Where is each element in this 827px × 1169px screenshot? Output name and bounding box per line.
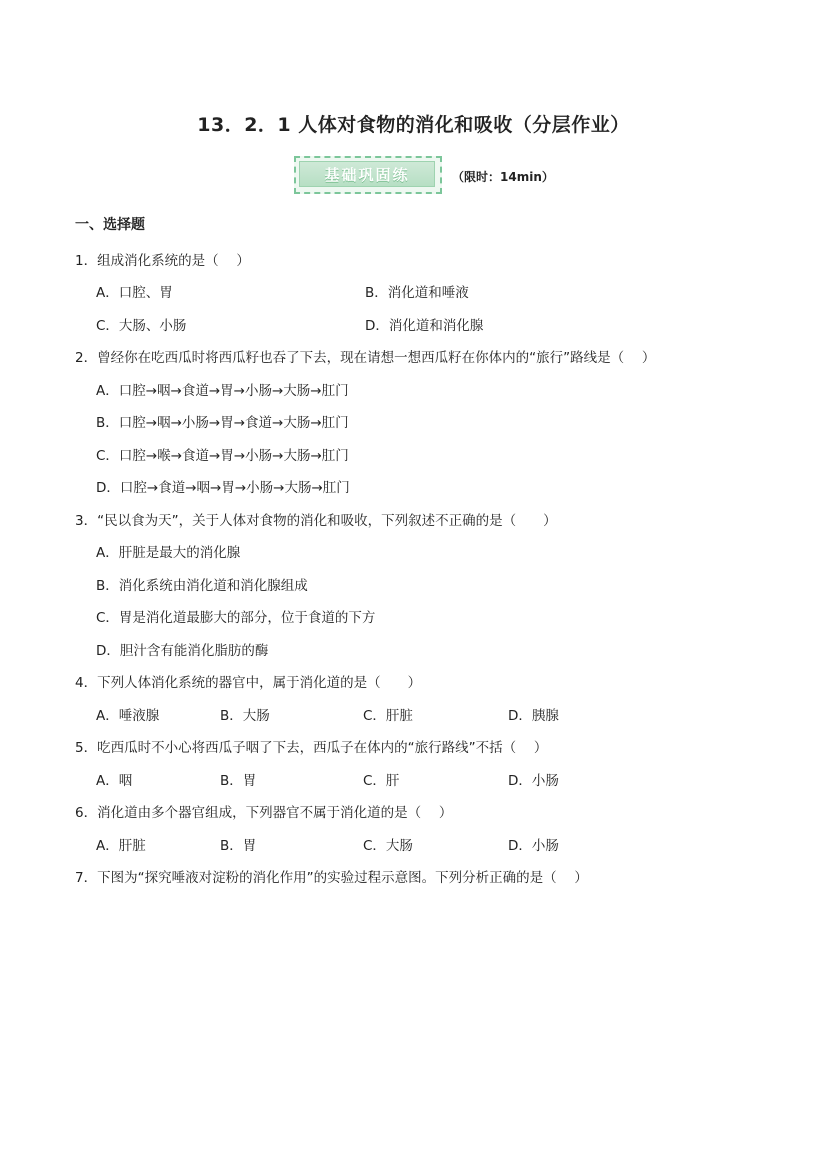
option-3d: D．胆汁含有能消化脂肪的酶 [96, 643, 269, 659]
option-5b: B．胃 [220, 773, 257, 789]
badge-label: 基础巩固练 [299, 161, 435, 187]
question-3: 3．“民以食为天”，关于人体对食物的消化和吸收，下列叙述不正确的是（ ） [75, 513, 557, 529]
option-4b: B．大肠 [220, 708, 270, 724]
question-4: 4．下列人体消化系统的器官中，属于消化道的是（ ） [75, 675, 422, 691]
option-1d: D．消化道和消化腺 [365, 318, 484, 334]
option-1c: C．大肠、小肠 [96, 318, 187, 334]
question-1: 1．组成消化系统的是（ ） [75, 253, 250, 269]
option-5a: A．咽 [96, 773, 133, 789]
question-2: 2．曾经你在吃西瓜时将西瓜籽也吞了下去，现在请想一想西瓜籽在你体内的“旅行”路线是（ ） [75, 350, 656, 366]
option-4a: A．唾液腺 [96, 708, 160, 724]
option-2a: A．口腔→咽→食道→胃→小肠→大肠→肛门 [96, 383, 349, 399]
option-4d: D．胰腺 [508, 708, 559, 724]
option-5d: D．小肠 [508, 773, 559, 789]
option-6a: A．肝脏 [96, 838, 146, 854]
option-1b: B．消化道和唾液 [365, 285, 469, 301]
option-6b: B．胃 [220, 838, 257, 854]
option-2d: D．口腔→食道→咽→胃→小肠→大肠→肛门 [96, 480, 350, 496]
option-6d: D．小肠 [508, 838, 559, 854]
option-6c: C．大肠 [363, 838, 413, 854]
option-3b: B．消化系统由消化道和消化腺组成 [96, 578, 308, 594]
section-heading: 一、选择题 [75, 217, 145, 233]
option-4c: C．肝脏 [363, 708, 413, 724]
option-2b: B．口腔→咽→小肠→胃→食道→大肠→肛门 [96, 415, 349, 431]
option-3c: C．胃是消化道最膨大的部分，位于食道的下方 [96, 610, 376, 626]
option-1a: A．口腔、胃 [96, 285, 173, 301]
option-2c: C．口腔→喉→食道→胃→小肠→大肠→肛门 [96, 448, 349, 464]
option-3a: A．肝脏是最大的消化腺 [96, 545, 241, 561]
page-title: 13．2．1 人体对食物的消化和吸收（分层作业） [197, 114, 630, 136]
time-limit: （限时：14min） [452, 170, 554, 184]
question-7: 7．下图为“探究唾液对淀粉的消化作用”的实验过程示意图。下列分析正确的是（ ） [75, 870, 588, 886]
option-5c: C．肝 [363, 773, 400, 789]
question-6: 6．消化道由多个器官组成，下列器官不属于消化道的是（ ） [75, 805, 453, 821]
question-5: 5．吃西瓜时不小心将西瓜子咽了下去，西瓜子在体内的“旅行路线”不括（ ） [75, 740, 548, 756]
